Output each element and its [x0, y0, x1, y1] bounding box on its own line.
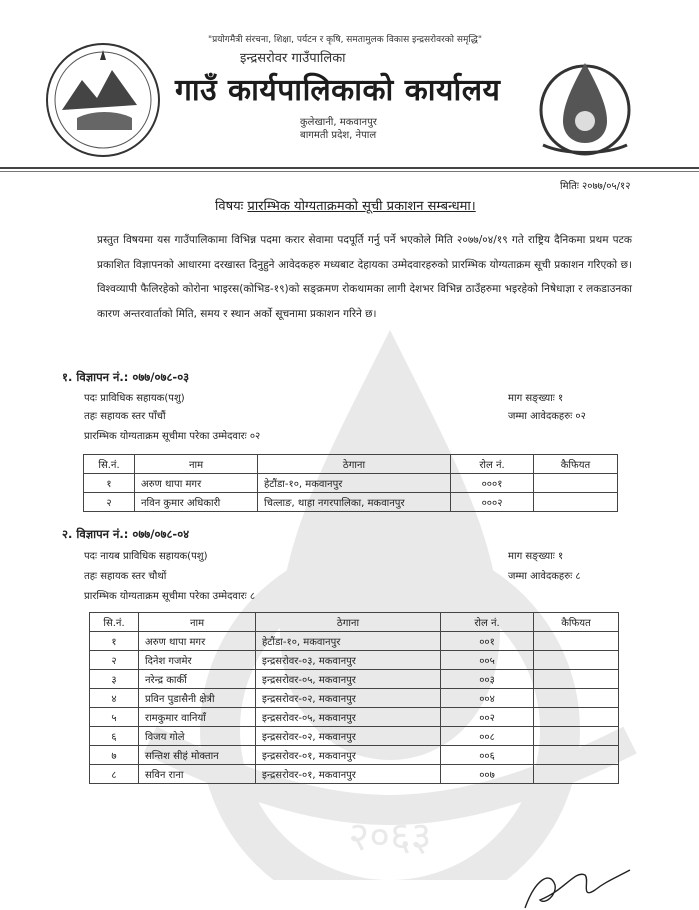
cell-address: हेटौंडा-१०, मकवानपुर	[256, 632, 441, 651]
table-header-row	[84, 455, 618, 474]
table-row	[84, 474, 618, 493]
cell-remarks	[534, 708, 619, 727]
cell-remarks	[534, 765, 619, 784]
cell-roll: ००३	[441, 670, 534, 689]
cell-name: सविन राना	[139, 765, 256, 784]
cell-remarks	[534, 651, 619, 670]
section-2-demand: माग सङ्ख्याः १	[508, 551, 564, 562]
cell-address: इन्द्रसरोवर-०२, मकवानपुर	[256, 689, 441, 708]
cell-address: इन्द्रसरोवर-०१, मकवानपुर	[256, 765, 441, 784]
section-1-demand: माग सङ्ख्याः १	[508, 393, 564, 404]
table-row	[90, 708, 619, 727]
col-address: ठेगाना	[256, 613, 441, 632]
address-line-2: बागमती प्रदेश, नेपाल	[300, 130, 377, 141]
cell-roll: ०००२	[451, 493, 534, 512]
section-1-level: तहः सहायक स्तर पाँचौं	[84, 411, 166, 422]
cell-remarks	[534, 746, 619, 765]
col-name: नाम	[135, 455, 258, 474]
subject-text: प्रारम्भिक योग्यताक्रमको सूची प्रकाशन सम्बन्धमा।	[247, 199, 476, 214]
letter-date: मितिः २०७७/०५/१२	[560, 181, 631, 192]
cell-sn: ४	[90, 689, 139, 708]
section-2-table	[89, 612, 619, 784]
col-remarks: कैफियत	[534, 455, 618, 474]
header-rule-thin	[0, 171, 699, 172]
cell-address: इन्द्रसरोवर-०५, मकवानपुर	[256, 708, 441, 727]
cell-sn: २	[84, 493, 135, 512]
cell-sn: १	[90, 632, 139, 651]
cell-name: नरेन्द्र कार्की	[139, 670, 256, 689]
office-motto: "प्रयोगमैत्री संरचना, शिक्षा, पर्यटन र कृषि, समतामुलक विकास इन्द्रसरोवरको समृद्धि"	[207, 35, 483, 45]
cell-remarks	[534, 632, 619, 651]
palika-name: इन्द्रसरोवर गाउँपालिका	[240, 51, 346, 66]
palika-logo	[535, 55, 635, 160]
col-sn: सि.नं.	[84, 455, 135, 474]
col-address: ठेगाना	[258, 455, 451, 474]
section-2-title: २. विज्ञापन नं.: ०७७/०७८-०४	[62, 527, 190, 541]
cell-roll: ००५	[441, 651, 534, 670]
cell-name: अरुण थापा मगर	[135, 474, 258, 493]
cell-roll: ००२	[441, 708, 534, 727]
cell-address: चित्लाङ, थाहा नगरपालिका, मकवानपुर	[258, 493, 451, 512]
cell-roll: ००६	[441, 746, 534, 765]
cell-name: विजय गोले	[139, 727, 256, 746]
cell-roll: ००१	[441, 632, 534, 651]
section-1-listed: प्रारम्भिक योग्यताक्रम सूचीमा परेका उम्मेदवारः ०२	[84, 431, 261, 442]
section-2-total-applicants: जम्मा आवेदकहरुः ८	[508, 571, 581, 582]
cell-sn: १	[84, 474, 135, 493]
cell-sn: ५	[90, 708, 139, 727]
cell-address: इन्द्रसरोवर-०१, मकवानपुर	[256, 746, 441, 765]
table-header-row	[90, 613, 619, 632]
table-row	[90, 727, 619, 746]
header-rule	[0, 167, 699, 169]
watermark-year: २०६३	[348, 814, 432, 860]
col-name: नाम	[139, 613, 256, 632]
table-row	[90, 689, 619, 708]
table-row	[84, 493, 618, 512]
cell-address: इन्द्रसरोवर-०५, मकवानपुर	[256, 670, 441, 689]
cell-sn: ३	[90, 670, 139, 689]
cell-name: अरुण थापा मगर	[139, 632, 256, 651]
nepal-emblem-logo	[42, 40, 164, 160]
section-1-title: १. विज्ञापन नं.: ०७७/०७८-०३	[62, 370, 190, 384]
office-address	[300, 116, 377, 142]
cell-name: प्रविन पुडासैनी क्षेत्री	[139, 689, 256, 708]
cell-name: दिनेश गजमेर	[139, 651, 256, 670]
section-1-table	[83, 454, 618, 512]
cell-roll: ००८	[441, 727, 534, 746]
body-paragraph: प्रस्तुत विषयमा यस गाउँपालिकामा विभिन्न पदमा करार सेवामा पदपूर्ति गर्नु पर्ने भएकोले मिति २०७७/०४/१९ गते राष्ट्रिय दैनिकमा प्रथम पटक प्रकाशित विज्ञापनको आधारमा दरखास्त दिनुहुने आवेदकहरु मध्यबाट देहायका उम्मेदवारहरुको प्रारम्भिक योग्यताक्रम सूची प्रकाशन गरिएको छ। विश्वव्यापी फैलिरहेको कोरोना भाइरस(कोभिड-१९)को सङ्क्रमण रोकथामका लागी देशभर विभिन्न ठाउँहरुमा भइरहेको निषेधाज्ञा र लकडाउनका कारण अन्तरवार्ताको मिति, समय र स्थान अर्को सूचनामा प्रकाशन गरिने छ।	[97, 234, 632, 320]
section-2-listed: प्रारम्भिक योग्यताक्रम सूचीमा परेका उम्मेदवारः ८	[84, 591, 256, 602]
signature-mark	[505, 850, 635, 910]
cell-remarks	[534, 689, 619, 708]
col-sn: सि.नं.	[90, 613, 139, 632]
subject-line	[215, 196, 476, 214]
office-title: गाउँ कार्यपालिकाको कार्यालय	[175, 73, 501, 108]
table-row	[90, 632, 619, 651]
section-2-post: पदः नायब प्राविधिक सहायक(पशु)	[84, 551, 208, 562]
cell-name: सन्तिश सीहं मोक्तान	[139, 746, 256, 765]
cell-address: इन्द्रसरोवर-०२, मकवानपुर	[256, 727, 441, 746]
section-1-post: पदः प्राविधिक सहायक(पशु)	[84, 393, 185, 404]
cell-name: नविन कुमार अधिकारी	[135, 493, 258, 512]
col-roll: रोल नं.	[441, 613, 534, 632]
table-row	[90, 670, 619, 689]
cell-sn: २	[90, 651, 139, 670]
cell-address: इन्द्रसरोवर-०३, मकवानपुर	[256, 651, 441, 670]
address-line-1: कुलेखानी, मकवानपुर	[300, 117, 377, 128]
cell-sn: ८	[90, 765, 139, 784]
cell-roll: ०००१	[451, 474, 534, 493]
cell-sn: ६	[90, 727, 139, 746]
cell-sn: ७	[90, 746, 139, 765]
table-row	[90, 765, 619, 784]
table-row	[90, 746, 619, 765]
section-1-total-applicants: जम्मा आवेदकहरुः ०२	[508, 411, 586, 422]
cell-remarks	[534, 727, 619, 746]
cell-roll: ००४	[441, 689, 534, 708]
subject-prefix: विषयः	[215, 199, 244, 214]
cell-roll: ००७	[441, 765, 534, 784]
cell-remarks	[534, 474, 618, 493]
cell-remarks	[534, 493, 618, 512]
col-remarks: कैफियत	[534, 613, 619, 632]
section-2-level: तहः सहायक स्तर चौथों	[84, 571, 167, 582]
cell-name: रामकुमार वानियाँ	[139, 708, 256, 727]
table-row	[90, 651, 619, 670]
cell-address: हेटौंडा-१०, मकवानपुर	[258, 474, 451, 493]
col-roll: रोल नं.	[451, 455, 534, 474]
cell-remarks	[534, 670, 619, 689]
